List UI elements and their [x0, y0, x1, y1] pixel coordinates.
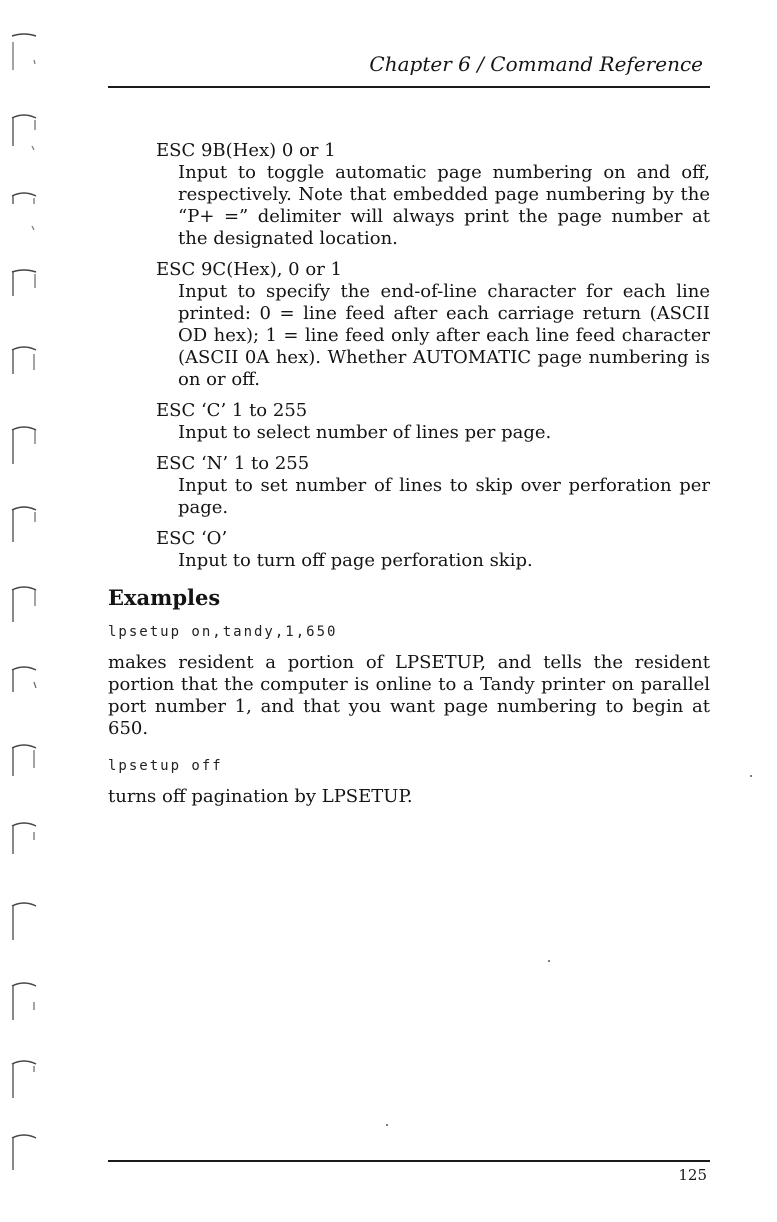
binding-marks [6, 30, 46, 1160]
scan-speck [386, 1124, 388, 1126]
command-code: ESC ‘C’ 1 to 255 [156, 400, 308, 421]
binding-hole-icon [6, 266, 42, 316]
running-head: Chapter 6 / Command Reference [369, 52, 703, 76]
binding-hole-icon [6, 978, 42, 1028]
scan-speck [750, 775, 752, 777]
command-entry [156, 528, 710, 572]
example-command: lpsetup on,tandy,1,650 [108, 624, 338, 640]
binding-hole-icon [6, 582, 42, 632]
binding-hole-icon [6, 502, 42, 552]
command-description: Input to specify the end-of-line character for each line printed: 0 = line feed after each carriage return (ASCII OD hex); 1 = line feed only after each line feed character (ASCII 0A hex). Whether AUTOMATIC page numbering is on or off. [178, 281, 710, 390]
page-content [108, 140, 710, 824]
example-explanation: turns off pagination by LPSETUP. [108, 786, 413, 807]
binding-hole-icon [6, 1056, 42, 1106]
binding-hole-icon [6, 662, 42, 712]
binding-hole-icon [6, 1130, 42, 1180]
command-entry [156, 453, 710, 519]
example-command: lpsetup off [108, 758, 223, 774]
binding-hole-icon [6, 740, 42, 790]
section-heading-examples: Examples [108, 585, 221, 610]
example-explanation: makes resident a portion of LPSETUP, and tells the resident portion that the computer is online to a Tandy printer on parallel port number 1, and that you want page numbering to begin at 650. [108, 652, 710, 739]
command-entry [156, 259, 710, 391]
command-entry [156, 400, 710, 444]
command-code: ESC 9C(Hex), 0 or 1 [156, 259, 342, 280]
binding-hole-icon [6, 342, 42, 392]
command-code: ESC 9B(Hex) 0 or 1 [156, 140, 336, 161]
footer-rule [108, 1160, 710, 1162]
binding-hole-icon [6, 818, 42, 868]
binding-hole-icon [6, 110, 42, 160]
command-code: ESC ‘N’ 1 to 255 [156, 453, 310, 474]
command-code: ESC ‘O’ [156, 528, 228, 549]
binding-hole-icon [6, 898, 42, 948]
command-description: Input to toggle automatic page numbering on and off, respectively. Note that embedded page numbering by the “P+ =” delimiter will always print the page number at the designated location. [178, 162, 710, 249]
command-entry [156, 140, 710, 250]
scan-speck [548, 960, 550, 962]
command-description: Input to select number of lines per page. [178, 422, 552, 443]
binding-hole-icon [6, 422, 42, 472]
command-description: Input to set number of lines to skip over perforation per page. [178, 475, 710, 518]
page-number: 125 [678, 1166, 707, 1184]
command-description: Input to turn off page perforation skip. [178, 550, 533, 571]
binding-hole-icon [6, 30, 42, 80]
binding-hole-icon [6, 188, 42, 238]
header-rule [108, 86, 710, 88]
